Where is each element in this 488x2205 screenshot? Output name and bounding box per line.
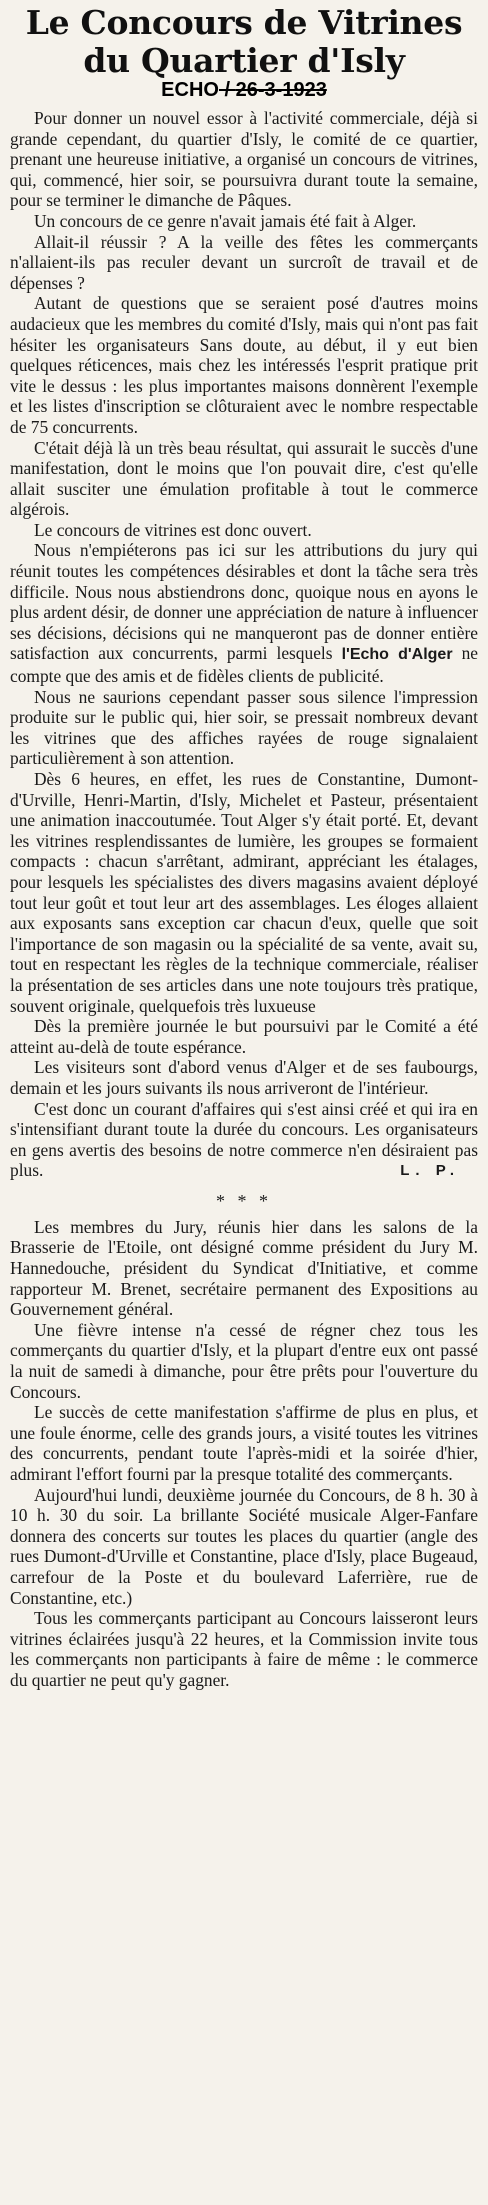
article-body xyxy=(10,108,478,1691)
newspaper-brand: l'Echo d'Alger xyxy=(341,646,453,664)
paragraph: Nous ne saurions cependant passer sous silence l'impression produite sur le public qui, hier soir, se pressait nombreux devant les vitrines que des affiches rayées de rouge signalaient particulièrement à son attention. xyxy=(10,686,478,769)
paragraph: Un concours de ce genre n'avait jamais été fait à Alger. xyxy=(34,210,417,231)
asterism-separator: * * * xyxy=(216,1190,272,1211)
paragraph-text: Nous n'empiéterons pas ici sur les attributions du jury qui réunit toutes les compétences désirables et dont la tâche sera très difficile. Nous nous abstiendrons donc, quoique nous en ayons le plus ardent désir, de donner une appréciation de nature à influencer ses décisions, décisions qui ne manqueront pas de donner entière satisfaction aux concurrents, parmi lesquels xyxy=(10,540,478,664)
paragraph: Le concours de vitrines est donc ouvert. xyxy=(34,519,312,540)
paragraph: Autant de questions que se seraient posé d'autres moins audacieux que les membres du comité d'Isly, mais qui n'ont pas fait hésiter les organisateurs Sans doute, au début, il y eut bien quelques réticences, mais chez les intéressés l'esprit pratique prit vite le dessus : les plus importantes maisons donnèrent l'exemple et les listes d'inscription se clôturaient avec le nombre respectable de 75 concurrents. xyxy=(10,293,478,437)
paragraph-with-brand xyxy=(10,540,478,686)
headline xyxy=(10,4,478,80)
dateline xyxy=(10,78,478,102)
paragraph-text-tail: ne compte que des amis et de fidèles clients de publicité. xyxy=(10,643,478,687)
paragraph: Aujourd'hui lundi, deuxième journée du Concours, de 8 h. 30 à 10 h. 30 du soir. La brillante Société musicale Alger-Fanfare donnera des concerts sur toutes les places du quartier (angle des rues Dumont-d'Urville et Constantine, place d'Isly, place Bugeaud, carrefour de la Poste et du boulevard Laferrière, rue de Constantine, etc.) xyxy=(10,1484,478,1608)
paragraph: Pour donner un nouvel essor à l'activité commerciale, déjà si grande cependant, du quartier d'Isly, le comité de ce quartier, prenant une heureuse initiative, a organisé un concours de vitrines, qui, commencé, hier soir, se poursuivra durant toute la semaine, pour se terminer le dimanche de Pâques. xyxy=(10,108,478,211)
headline-line-2: du Quartier d'Isly xyxy=(83,41,405,80)
paragraph: C'était déjà là un très beau résultat, qui assurait le succès d'une manifestation, dont le moins que l'on pouvait dire, c'est qu'elle allait susciter une émulation profitable à tout le commerce algérois. xyxy=(10,437,478,520)
paragraph: Les membres du Jury, réunis hier dans les salons de la Brasserie de l'Etoile, ont désigné comme président du Jury M. Hannedouche, président du Syndicat d'Initiative, et comme rapporteur M. Brenet, secrétaire permanent des Expositions au Gouvernement général. xyxy=(10,1216,478,1320)
paragraph: Tous les commerçants participant au Concours laisseront leurs vitrines éclairées jusqu'à 22 heures, et la Commission invite tous les commerçants non participants à faire de même : le commerce du quartier ne peut qu'y gagner. xyxy=(10,1608,478,1690)
author-signature: L. P. xyxy=(400,1161,460,1179)
paragraph: Le succès de cette manifestation s'affirme de plus en plus, et une foule énorme, celle des grands jours, a visité toutes les vitrines des concurrents, pendant toute l'après-midi et la soirée d'hier, admirant l'effort fourni par la presque totalité des commerçants. xyxy=(10,1402,478,1484)
paragraph: C'est donc un courant d'affaires qui s'est ainsi créé et qui ira en s'intensifiant durant toute la durée du concours. Les organisateurs en gens avertis des besoins de notre commerce n'en désiraient pas plus. xyxy=(10,1098,478,1181)
headline-line-1: Le Concours de Vitrines xyxy=(25,3,463,42)
dateline-source: ECHO xyxy=(161,79,219,101)
dateline-separator: / xyxy=(218,79,236,101)
paragraph: Une fièvre intense n'a cessé de régner chez tous les commerçants du quartier d'Isly, et la plupart d'entre eux ont passé la nuit de samedi à dimanche, pour être prêts pour l'ouverture du Concours. xyxy=(10,1319,478,1402)
paragraph: Dès 6 heures, en effet, les rues de Constantine, Dumont-d'Urville, Henri-Martin, d'Isly, Michelet et Pasteur, présentaient une animation inaccoutumée. Tout Alger s'y était porté. Et, devant les vitrines resplendissantes de lumière, les groupes se formaient compacts : chacun s'arrêtant, admirant, appréciant les étalages, pour lesquels les spécialistes des divers magasins avaient déployé tout leur goût et tout leur art des assemblages. Les éloges allaient aux exposants sans exception car chacun d'eux, quelle que soit l'importance de son magasin ou la spécialité de sa vente, avait su, tout en respectant les règles de la technique commerciale, réaliser la présentation de ses articles dans une note toujours très pratique, souvent originale, quelquefois très luxueuse xyxy=(10,769,478,1016)
paragraph: Les visiteurs sont d'abord venus d'Alger et de ses faubourgs, demain et les jours suivants ils nous arriveront de l'intérieur. xyxy=(10,1057,478,1098)
paragraph: Allait-il réussir ? A la veille des fêtes les commerçants n'allaient-ils pas reculer devant un surcroît de travail et de dépenses ? xyxy=(10,231,478,293)
dateline-date: 26-3-1923 xyxy=(235,79,327,101)
paragraph: Dès la première journée le but poursuivi par le Comité a été atteint au-delà de toute espérance. xyxy=(10,1016,478,1057)
